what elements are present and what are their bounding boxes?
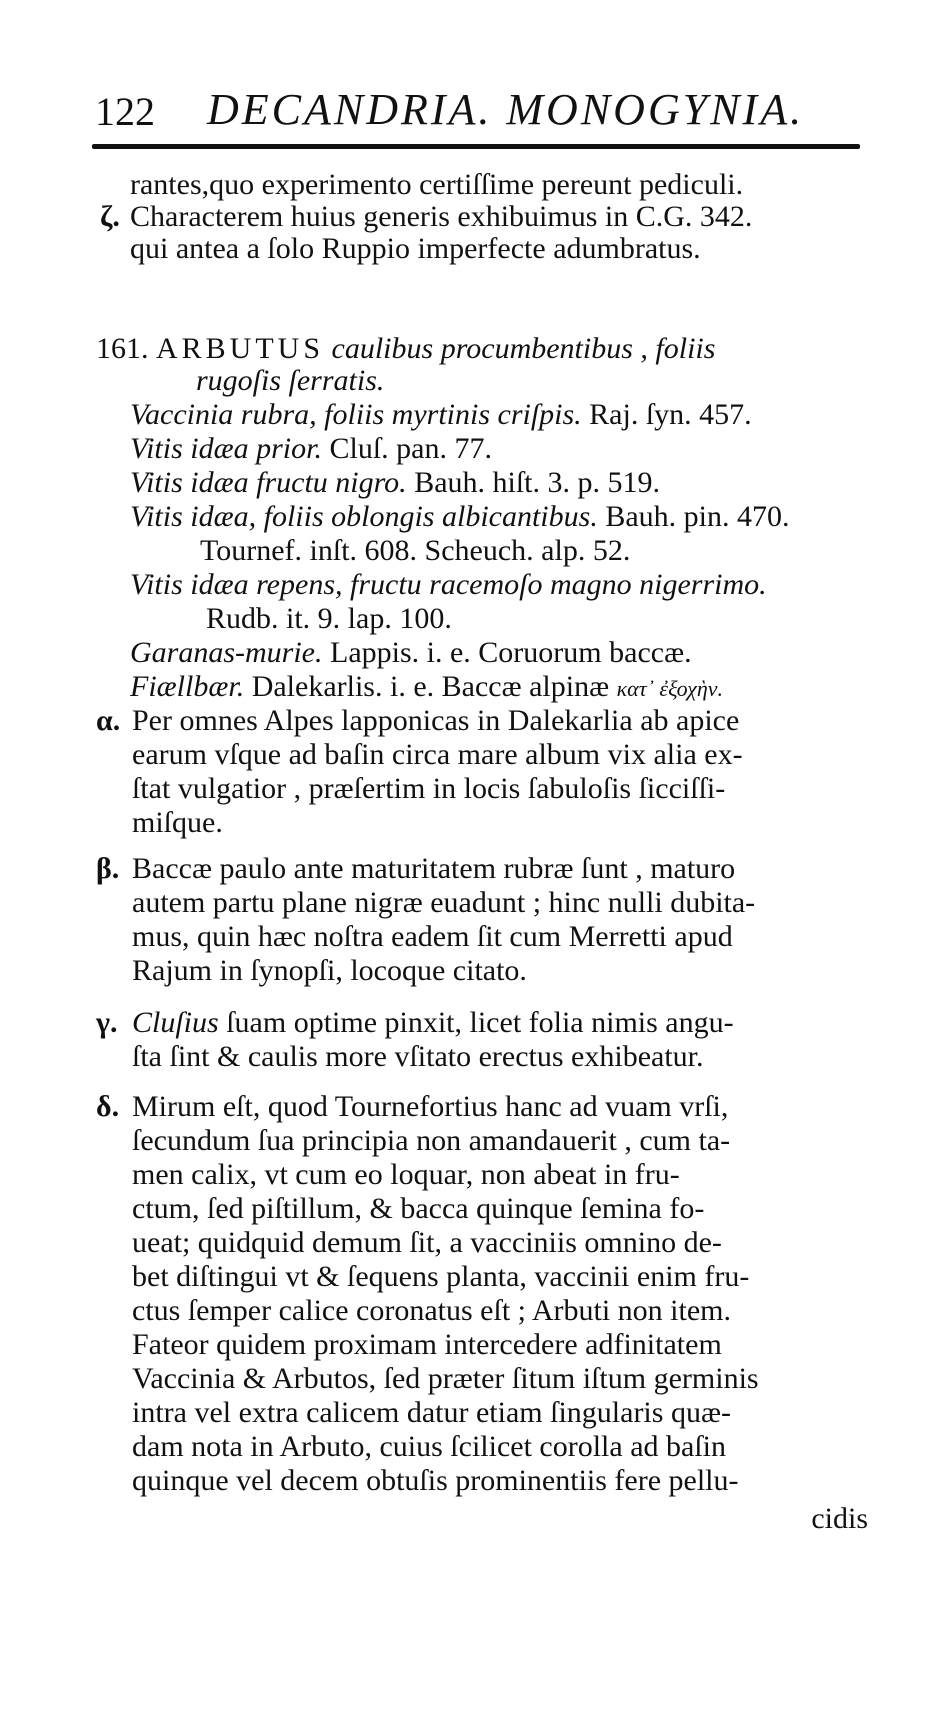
note-line: dam nota in Arbuto, cuius ſcilicet corolla ad baſin: [132, 1430, 727, 1463]
note-line: ſtat vulgatior , præſertim in locis ſabuloſis ſicciſſi-: [132, 772, 726, 805]
note-line: ctum, ſed piſtillum, & bacca quinque ſemina fo-: [132, 1192, 705, 1225]
synonym-reference: Bauh. hiſt. 3. p. 519.: [414, 466, 661, 499]
note-line: ſta ſint & caulis more vſitato erectus exhibeatur.: [132, 1040, 704, 1073]
synonym-line: [130, 500, 789, 534]
note-marker: α.: [96, 704, 121, 737]
species-number: 161.: [96, 332, 149, 365]
note-line: miſque.: [132, 806, 223, 839]
synonym-reference: Raj. ſyn. 457.: [589, 398, 752, 431]
note-line: earum vſque ad baſin circa mare album vix alia ex-: [132, 738, 743, 771]
note-line: autem partu plane nigræ euadunt ; hinc nulli dubita-: [132, 886, 756, 919]
synonym-line: [130, 398, 752, 432]
page-number: 122: [95, 89, 155, 134]
synonym-name: Vaccinia rubra, foliis myrtinis criſpis.: [130, 398, 582, 431]
note-line: men calix, vt cum eo loquar, non abeat in fru-: [132, 1158, 680, 1191]
note-marker: β.: [96, 852, 120, 885]
synonym-reference-continued: Rudb. it. 9. lap. 100.: [206, 602, 452, 635]
note-marker: δ.: [96, 1090, 120, 1123]
synonym-reference-continued: Tournef. inſt. 608. Scheuch. alp. 52.: [200, 534, 631, 567]
synonym-reference: Cluſ. pan. 77.: [329, 432, 492, 465]
note-line: Rajum in ſynopſi, locoque citato.: [132, 954, 527, 987]
note-line: quinque vel decem obtuſis prominentiis fere pellu-: [132, 1464, 739, 1497]
note-line: Baccæ paulo ante maturitatem rubræ ſunt , maturo: [132, 852, 736, 885]
body-line: qui antea a ſolo Ruppio imperfecte adumbratus.: [130, 232, 701, 265]
body-line: rantes,quo experimento certiſſime pereunt pediculi.: [130, 168, 744, 201]
note-text: ſuam optime pinxit, licet folia nimis angu-: [226, 1006, 734, 1039]
note-line: intra vel extra calicem datur etiam ſingularis quæ-: [132, 1396, 731, 1429]
note-line: ſecundum ſua principia non amandauerit , cum ta-: [132, 1124, 731, 1157]
synonym-line: [130, 636, 692, 670]
body-line: Characterem huius generis exhibuimus in C.G. 342.: [130, 200, 753, 233]
genus-name: ARBUTUS: [156, 332, 325, 365]
running-head: DECANDRIA. MONOGYNIA.: [207, 85, 805, 134]
synonym-name: Vitis idæa, foliis oblongis albicantibus.: [130, 500, 598, 533]
synonym-name: Vitis idæa fructu nigro.: [130, 466, 407, 499]
note-line: Vaccinia & Arbutos, ſed præter ſitum iſtum germinis: [132, 1362, 759, 1395]
note-line: Mirum eſt, quod Tournefortius hanc ad vuam vrſi,: [132, 1090, 729, 1123]
diagnosis-continued: rugoſis ſerratis.: [196, 364, 385, 397]
note-marker: ζ.: [100, 200, 120, 233]
note-line: Fateor quidem proximam intercedere adfinitatem: [132, 1328, 722, 1361]
diagnosis: caulibus procumbentibus , foliis: [331, 332, 716, 365]
note-line: bet diſtingui vt & ſequens planta, vaccinii enim fru-: [132, 1260, 750, 1293]
note-lead-name: Cluſius: [132, 1006, 219, 1039]
synonym-reference: Lappis. i. e. Coruorum baccæ.: [330, 636, 692, 669]
note-line: ctus ſemper calice coronatus eſt ; Arbuti non item.: [132, 1294, 731, 1327]
synonym-reference: Dalekarlis. i. e. Baccæ alpinæ: [251, 670, 610, 703]
synonym-name: Fiællbær.: [130, 670, 245, 703]
species-heading: [96, 332, 715, 366]
note-line: mus, quin hæc noſtra eadem ſit cum Merretti apud: [132, 920, 733, 953]
synonym-name: Vitis idæa prior.: [130, 432, 322, 465]
header-rule: [92, 144, 860, 149]
synonym-reference: Bauh. pin. 470.: [605, 500, 790, 533]
page-header: [95, 80, 865, 134]
synonym-line: [130, 568, 767, 602]
note-line: ueat; quidquid demum ſit, a vacciniis omnino de-: [132, 1226, 722, 1259]
note-line: [132, 1006, 734, 1040]
greek-phrase: κατ᾽ ἐξοχὴν.: [616, 676, 723, 701]
synonym-line: [130, 432, 492, 466]
synonym-line: [130, 670, 723, 706]
note-line: Per omnes Alpes lapponicas in Dalekarlia ab apice: [132, 704, 740, 737]
catchword: cidis: [811, 1502, 868, 1535]
synonym-name: Vitis idæa repens, fructu racemoſo magno nigerrimo.: [130, 568, 767, 601]
synonym-line: [130, 466, 660, 500]
note-marker: γ.: [96, 1006, 118, 1039]
synonym-name: Garanas-murie.: [130, 636, 323, 669]
